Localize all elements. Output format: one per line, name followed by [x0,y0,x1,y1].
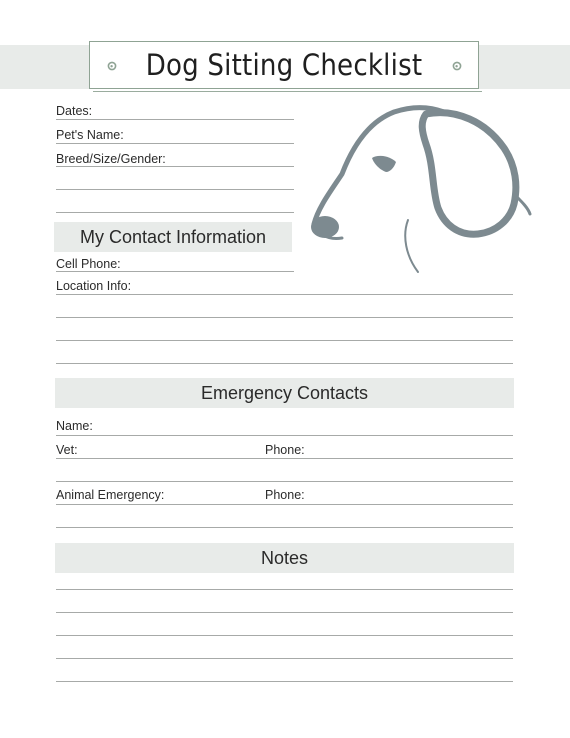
cell-phone-field[interactable] [56,271,294,272]
contact-heading-text: My Contact Information [79,226,267,247]
location-info-label: Location Info: [56,279,132,293]
title-box [89,41,479,89]
emergency-heading-text: Emergency Contacts [200,382,369,403]
notes-line[interactable] [56,681,513,682]
pet-name-field[interactable] [56,143,294,144]
extra-line[interactable] [56,481,513,482]
location-line[interactable] [56,363,513,364]
notes-section-heading [55,543,514,573]
notes-line[interactable] [56,635,513,636]
extra-line[interactable] [56,527,513,528]
breed-field[interactable] [56,166,294,167]
animal-phone-label: Phone: [265,488,305,502]
breed-label: Breed/Size/Gender: [56,152,166,166]
dates-label: Dates: [56,104,93,118]
notes-line[interactable] [56,658,513,659]
name-label: Name: [56,419,93,433]
dates-field[interactable] [56,119,294,120]
notes-line[interactable] [56,612,513,613]
emergency-section-heading [55,378,514,408]
notes-heading-text: Notes [260,547,309,568]
animal-emergency-label: Animal Emergency: [56,488,165,502]
notes-line[interactable] [56,589,513,590]
leaf-dot-icon [107,61,117,71]
page-title: Dog Sitting Checklist [145,48,423,82]
dog-head-illustration [308,100,534,278]
cell-phone-label: Cell Phone: [56,257,121,271]
vet-field[interactable] [56,458,513,459]
location-info-field[interactable] [56,294,513,295]
extra-line[interactable] [56,189,294,190]
vet-phone-label: Phone: [265,443,305,457]
pet-name-label: Pet's Name: [56,128,124,142]
vet-label: Vet: [56,443,78,457]
contact-section-heading [54,222,292,252]
location-line[interactable] [56,340,513,341]
extra-line[interactable] [56,212,294,213]
leaf-dot-icon [452,61,462,71]
location-line[interactable] [56,317,513,318]
name-field[interactable] [56,435,513,436]
animal-emergency-field[interactable] [56,504,513,505]
